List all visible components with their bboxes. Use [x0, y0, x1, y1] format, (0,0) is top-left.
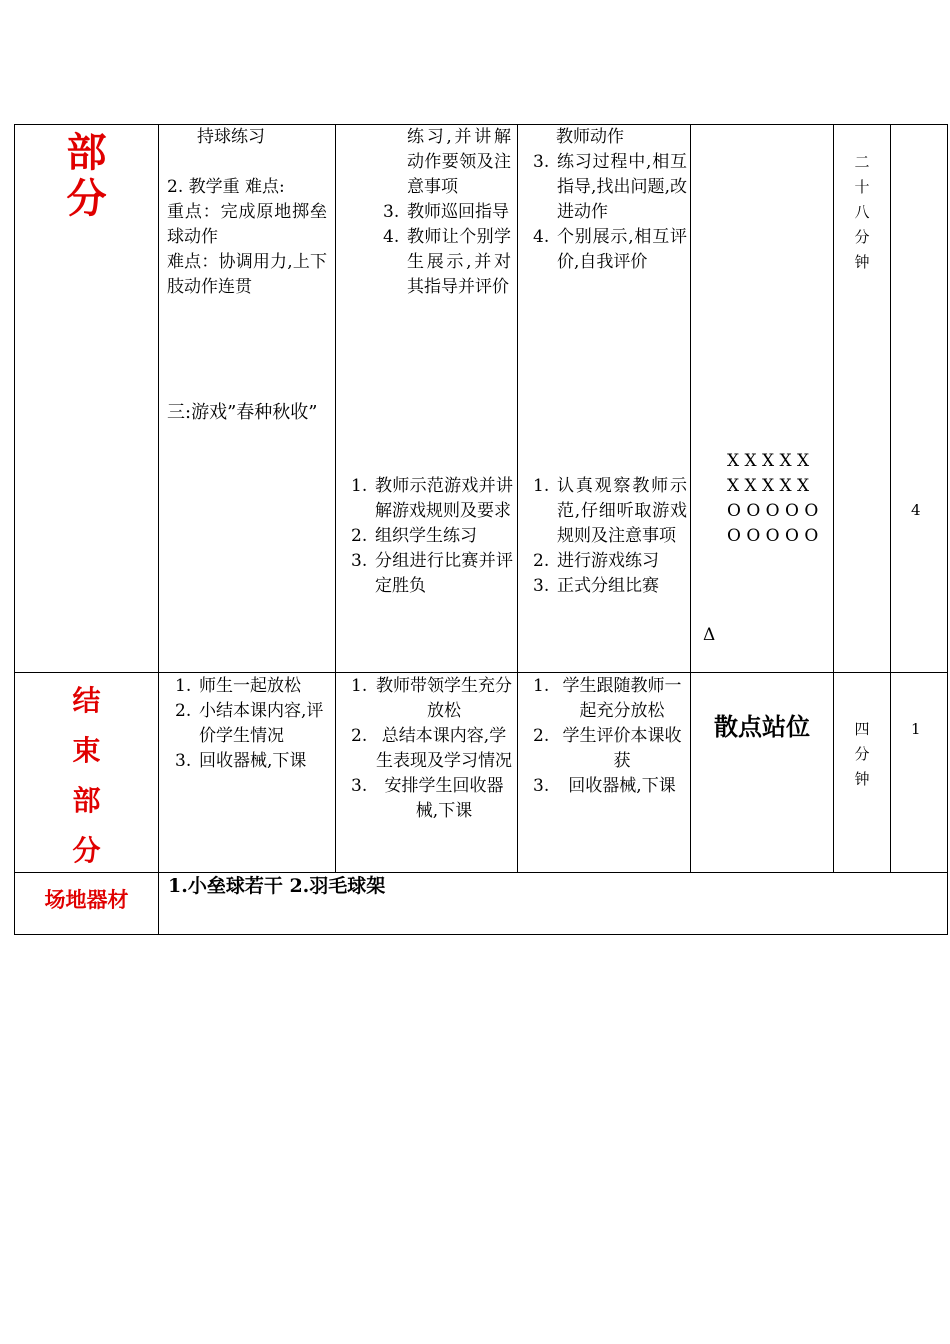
list-number: 1.	[175, 676, 192, 696]
main-time	[852, 150, 872, 275]
column-divider	[890, 125, 891, 873]
list-text: 学生跟随教师一起充分放松	[562, 676, 682, 721]
label-char: 分	[66, 175, 107, 222]
list-item	[343, 549, 513, 599]
end-formation: 散点站位	[714, 713, 810, 741]
list-number: 1.	[533, 676, 550, 696]
list-item	[525, 474, 687, 549]
list-text: 正式分组比赛	[557, 576, 659, 596]
column-divider	[690, 125, 691, 873]
student-top-continued: 教师动作	[556, 127, 624, 147]
game-formation	[727, 449, 827, 549]
list-number: 3.	[383, 202, 400, 222]
list-item	[525, 674, 687, 724]
list-number: 2.	[351, 526, 368, 546]
list-item	[525, 774, 687, 799]
list-item	[167, 674, 329, 699]
label-char: 分	[72, 834, 101, 867]
list-item	[375, 200, 511, 225]
time-char: 钟	[854, 770, 870, 788]
list-number: 1.	[533, 476, 550, 496]
time-char: 二	[854, 153, 870, 171]
list-item	[525, 724, 687, 774]
formation-row: O O O O O	[727, 526, 819, 546]
list-item	[343, 774, 513, 824]
list-item	[343, 724, 513, 774]
time-char: 分	[854, 745, 870, 763]
end-student-list	[525, 674, 687, 799]
row-divider	[15, 672, 947, 673]
label-char: 部	[72, 784, 101, 817]
list-text: 认真观察教师示范,仔细听取游戏规则及注意事项	[557, 476, 687, 546]
time-char: 八	[854, 203, 870, 221]
time-char: 分	[854, 228, 870, 246]
list-number: 2.	[175, 701, 192, 721]
list-item	[343, 674, 513, 724]
list-number: 3.	[533, 576, 550, 596]
list-item	[525, 225, 687, 275]
list-item	[375, 225, 511, 300]
key-points-heading: 2. 教学重 难点:	[167, 177, 285, 197]
list-text: 组织学生练习	[375, 526, 477, 546]
column-divider	[517, 125, 518, 873]
end-count: 1	[911, 720, 921, 738]
label-char: 部	[66, 129, 107, 176]
list-text: 个别展示,相互评价,自我评价	[557, 227, 687, 272]
student-game-list	[525, 474, 687, 599]
list-number: 3.	[533, 776, 550, 796]
list-text: 师生一起放松	[199, 676, 301, 696]
list-number: 3.	[351, 551, 368, 571]
column-divider	[158, 125, 159, 934]
difficulty-text: 难点：协调用力,上下肢动作连贯	[167, 252, 327, 297]
equipment-value: 1.小垒球若干 2.羽毛球架	[168, 875, 386, 897]
hold-ball-text: 持球练习	[197, 127, 265, 147]
list-text: 总结本课内容,学生表现及学习情况	[376, 726, 512, 771]
time-char: 四	[854, 720, 870, 738]
teacher-top-list	[375, 200, 511, 300]
formation-row: X X X X X	[727, 451, 810, 471]
list-item	[525, 574, 687, 599]
key-point-text: 重点：完成原地掷垒球动作	[167, 202, 327, 247]
teacher-marker: Δ	[703, 625, 716, 645]
list-number: 1.	[351, 676, 368, 696]
label-char: 结	[72, 684, 101, 717]
list-number: 3.	[533, 152, 550, 172]
list-number: 3.	[351, 776, 368, 796]
teacher-top-continued: 练习,并讲解动作要领及注意事项	[407, 127, 511, 197]
list-text: 回收器械,下课	[568, 776, 676, 796]
list-number: 4.	[533, 227, 550, 247]
list-text: 练习过程中,相互指导,找出问题,改进动作	[557, 152, 687, 222]
list-text: 教师示范游戏并讲解游戏规则及要求	[375, 476, 513, 521]
list-number: 2.	[533, 726, 550, 746]
time-char: 十	[854, 178, 870, 196]
list-item	[343, 524, 513, 549]
formation-row: O O O O O	[727, 501, 819, 521]
formation-row: X X X X X	[727, 476, 810, 496]
list-text: 学生评价本课收获	[562, 726, 682, 771]
main-part-label	[15, 130, 158, 222]
list-text: 小结本课内容,评价学生情况	[199, 701, 324, 746]
list-text: 教师带领学生充分放松	[376, 676, 512, 721]
teacher-game-list	[343, 474, 513, 599]
list-item	[525, 150, 687, 225]
label-char: 束	[72, 734, 101, 767]
list-number: 1.	[351, 476, 368, 496]
list-item	[167, 699, 329, 749]
list-number: 3.	[175, 751, 192, 771]
end-teacher-list	[343, 674, 513, 824]
game-title: 三:游戏”春种秋收”	[167, 402, 318, 423]
main-content-cell	[167, 125, 327, 300]
list-number: 4.	[383, 227, 400, 247]
list-number: 2.	[533, 551, 550, 571]
list-text: 教师让个别学生展示,并对其指导并评价	[407, 227, 511, 297]
column-divider	[335, 125, 336, 873]
main-count: 4	[911, 501, 921, 519]
column-divider	[833, 125, 834, 873]
list-item	[167, 749, 329, 774]
time-char: 钟	[854, 253, 870, 271]
equipment-label: 场地器材	[44, 888, 129, 912]
end-time	[852, 717, 872, 792]
list-text: 教师巡回指导	[407, 202, 509, 222]
student-top-list	[525, 150, 687, 275]
list-text: 进行游戏练习	[557, 551, 659, 571]
end-part-label	[15, 676, 158, 876]
list-number: 2.	[351, 726, 368, 746]
list-text: 安排学生回收器械,下课	[384, 776, 504, 821]
lesson-plan-table	[14, 124, 948, 935]
list-item	[525, 549, 687, 574]
list-item	[343, 474, 513, 524]
list-text: 分组进行比赛并评定胜负	[375, 551, 513, 596]
list-text: 回收器械,下课	[199, 751, 307, 771]
end-content-list	[167, 674, 329, 774]
